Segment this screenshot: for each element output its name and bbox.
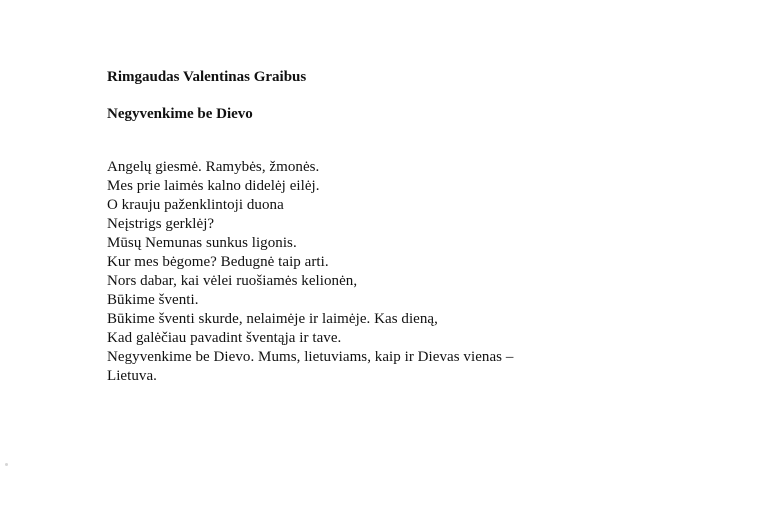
- scan-speck: [5, 463, 8, 466]
- poem-line: O krauju paženklintoji duona: [107, 197, 284, 213]
- poem-line: Neįstrigs gerklėj?: [107, 216, 215, 232]
- poem-line: Kad galėčiau pavadint šventąja ir tave.: [107, 330, 342, 346]
- poem-line: Būkime šventi.: [107, 292, 199, 308]
- poem-line: Būkime šventi skurde, nelaimėje ir laimėje. Kas dieną,: [107, 311, 438, 327]
- poem-line: Angelų giesmė. Ramybės, žmonės.: [107, 159, 320, 175]
- poem-line: Negyvenkime be Dievo. Mums, lietuviams, kaip ir Dievas vienas –: [107, 349, 514, 365]
- author-name: Rimgaudas Valentinas Graibus: [107, 69, 307, 85]
- poem-line: Mūsų Nemunas sunkus ligonis.: [107, 235, 297, 251]
- poem-line: Kur mes bėgome? Bedugnė taip arti.: [107, 254, 329, 270]
- poem-line: Lietuva.: [107, 368, 157, 384]
- poem-title: Negyvenkime be Dievo: [107, 106, 253, 122]
- poem-body: [107, 158, 513, 386]
- poem-line: Nors dabar, kai vėlei ruošiamės kelionėn,: [107, 273, 358, 289]
- poem-line: Mes prie laimės kalno didelėj eilėj.: [107, 178, 320, 194]
